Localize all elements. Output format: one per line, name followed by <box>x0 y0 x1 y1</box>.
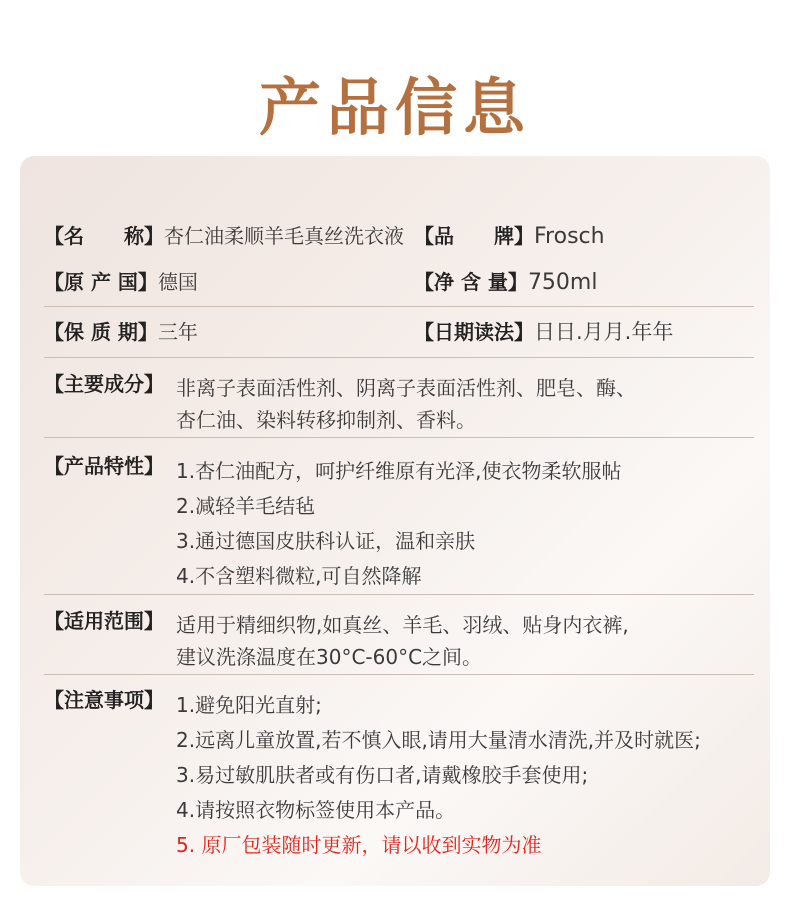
volume-label: 【净 含 量】 <box>414 270 528 294</box>
origin-value: 德国 <box>157 270 198 294</box>
brand-label: 【品 牌】 <box>414 224 534 248</box>
shelf-label: 【保 质 期】 <box>44 320 158 344</box>
notes-line: 2.远离儿童放置,若不慎入眼,请用大量清水清洗,并及时就医; <box>176 728 701 752</box>
date-label: 【日期读法】 <box>414 320 534 344</box>
volume-row <box>414 270 597 295</box>
origin-label: 【原 产 国】 <box>44 270 158 294</box>
date-row <box>414 320 673 344</box>
notes-highlight: 5. 原厂包装随时更新，请以收到实物为准 <box>176 833 542 857</box>
ingredients-line: 杏仁油、染料转移抑制剂、香料。 <box>176 408 476 432</box>
ingredients-line: 非离子表面活性剂、阴离子表面活性剂、肥皂、酶、 <box>176 376 636 400</box>
features-line: 3.通过德国皮肤科认证，温和亲肤 <box>176 529 476 553</box>
origin-row <box>44 270 198 294</box>
shelf-row <box>44 320 198 344</box>
features-line: 1.杏仁油配方，呵护纤维原有光泽,使衣物柔软服帖 <box>176 459 622 483</box>
volume-value: 750ml <box>527 270 598 295</box>
divider <box>44 594 754 595</box>
date-value: 日日.月月.年年 <box>534 320 674 344</box>
features-label: 【产品特性】 <box>44 454 164 478</box>
notes-line: 1.避免阳光直射; <box>176 693 322 717</box>
name-row <box>44 224 404 248</box>
features-line: 2.减轻羊毛结毡 <box>176 494 316 518</box>
brand-row <box>414 224 605 249</box>
page-title: 产品信息 <box>258 71 531 144</box>
notes-line: 4.请按照衣物标签使用本产品。 <box>176 798 456 822</box>
divider <box>44 306 754 307</box>
features-line: 4.不含塑料微粒,可自然降解 <box>176 564 422 588</box>
shelf-value: 三年 <box>157 320 198 344</box>
name-label: 【名 称】 <box>44 224 164 248</box>
usage-label: 【适用范围】 <box>44 609 164 633</box>
ingredients-label: 【主要成分】 <box>44 372 164 396</box>
name-value: 杏仁油柔顺羊毛真丝洗衣液 <box>164 224 404 248</box>
brand-value: Frosch <box>534 224 605 249</box>
usage-line: 建议洗涤温度在30°C-60°C之间。 <box>176 645 483 669</box>
divider <box>44 357 754 358</box>
notes-label: 【注意事项】 <box>44 688 164 712</box>
notes-line: 3.易过敏肌肤者或有伤口者,请戴橡胶手套使用; <box>176 763 589 787</box>
divider <box>44 674 754 675</box>
divider <box>44 437 754 438</box>
usage-line: 适用于精细织物,如真丝、羊毛、羽绒、贴身内衣裤, <box>176 613 629 637</box>
